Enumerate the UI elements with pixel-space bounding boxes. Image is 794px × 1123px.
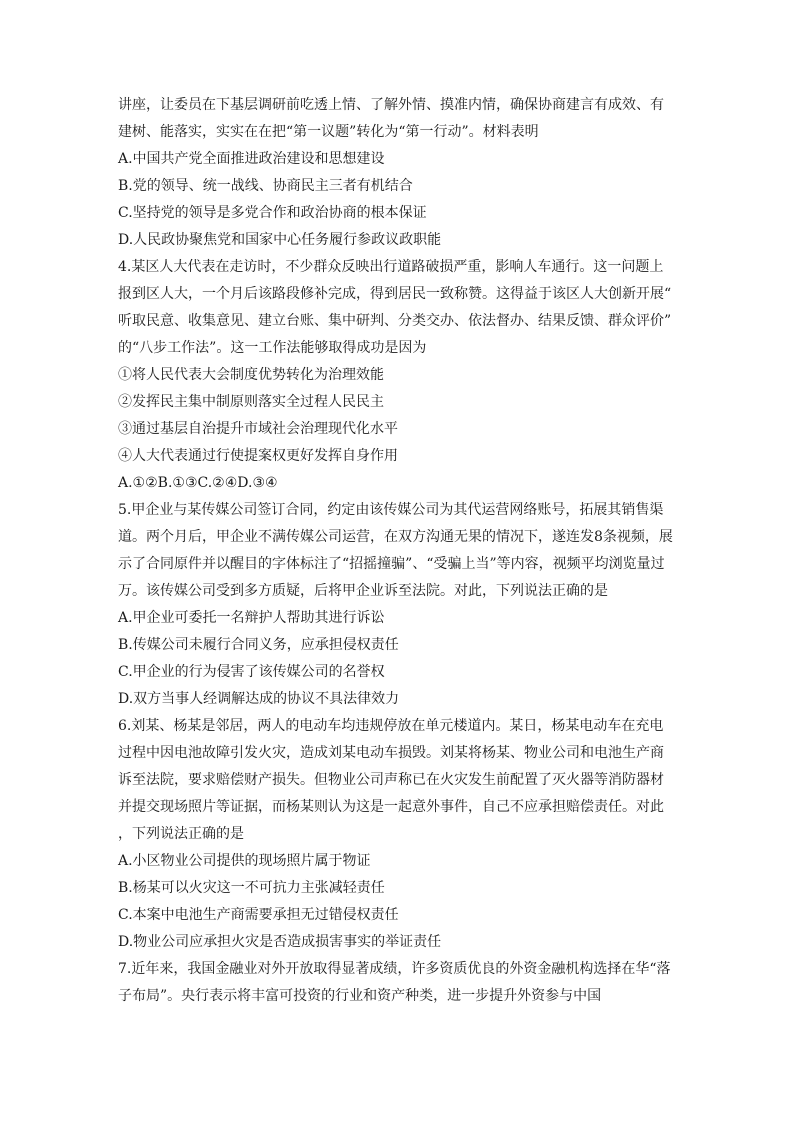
option-line: ②发挥民主集中制原则落实全过程人民民主 xyxy=(118,394,384,410)
option-line: B.杨某可以火灾这一不可抗力主张减轻责任 xyxy=(118,880,385,896)
text-line: 过程中因电池故障引发火灾，造成刘某电动车损毁。刘某将杨某、物业公司和电池生产商 xyxy=(118,745,664,761)
text-line: 诉至法院，要求赔偿财产损失。但物业公司声称已在火灾发生前配置了灭火器等消防器材 xyxy=(118,772,664,788)
text-line: 万。该传媒公司受到多方质疑，后将甲企业诉至法院。对此，下列说法正确的是 xyxy=(118,583,608,599)
text-line: 道。两个月后，甲企业不满传媒公司运营，在双方沟通无果的情况下，遂连发8条视频，展 xyxy=(118,529,673,545)
text-line: 示了合同原件并以醒目的字体标注了“招摇撞骗”、“受骗上当”等内容，视频平均浏览量过 xyxy=(118,556,665,572)
text-line: 并提交现场照片等证据，而杨某则认为这是一起意外事件，自己不应承担赔偿责任。对此 xyxy=(118,799,664,815)
option-line: ①将人民代表大会制度优势转化为治理效能 xyxy=(118,367,384,383)
text-line: 子布局”。央行表示将丰富可投资的行业和资产种类，进一步提升外资参与中国 xyxy=(118,988,602,1004)
text-line: 建树、能落实，实实在在把“第一议题”转化为“第一行动”。材料表明 xyxy=(118,124,539,140)
question-line: 4.某区人大代表在走访时，不少群众反映出行道路破损严重，影响人车通行。这一问题上 xyxy=(118,259,664,275)
question-line: 7.近年来，我国金融业对外开放取得显著成绩，许多资质优良的外资金融机构选择在华“落 xyxy=(118,961,671,977)
option-line: ④人大代表通过行使提案权更好发挥自身作用 xyxy=(118,448,398,464)
option-line: A.甲企业可委托一名辩护人帮助其进行诉讼 xyxy=(118,610,385,626)
document-page xyxy=(118,92,678,1010)
option-line: A.小区物业公司提供的现场照片属于物证 xyxy=(118,853,371,869)
option-line: A.①②B.①③C.②④D.③④ xyxy=(118,475,278,491)
text-line: ，下列说法正确的是 xyxy=(118,826,244,842)
option-line: C.坚持党的领导是多党合作和政治协商的根本保证 xyxy=(118,205,427,221)
option-line: A.中国共产党全面推进政治建设和思想建设 xyxy=(118,151,385,167)
option-line: D.人民政协聚焦党和国家中心任务履行参政议政职能 xyxy=(118,232,442,248)
question-line: 6.刘某、杨某是邻居，两人的电动车均违规停放在单元楼道内。某日，杨某电动车在充电 xyxy=(118,718,664,734)
option-line: D.双方当事人经调解达成的协议不具法律效力 xyxy=(118,691,400,707)
question-line: 5.甲企业与某传媒公司签订合同，约定由该传媒公司为其代运营网络账号，拓展其销售渠 xyxy=(118,502,664,518)
text-line: 讲座，让委员在下基层调研前吃透上情、了解外情、摸准内情，确保协商建言有成效、有 xyxy=(118,97,664,113)
option-line: C.本案中电池生产商需要承担无过错侵权责任 xyxy=(118,907,399,923)
text-line: 报到区人大，一个月后该路段修补完成，得到居民一致称赞。这得益于该区人大创新开展“ xyxy=(118,286,672,302)
option-line: B.传媒公司未履行合同义务，应承担侵权责任 xyxy=(118,637,399,653)
text-line: 的“八步工作法”。这一工作法能够取得成功是因为 xyxy=(118,340,427,356)
option-line: D.物业公司应承担火灾是否造成损害事实的举证责任 xyxy=(118,934,442,950)
text-line: 听取民意、收集意见、建立台账、集中研判、分类交办、依法督办、结果反馈、群众评价” xyxy=(118,313,672,329)
option-line: C.甲企业的行为侵害了该传媒公司的名誉权 xyxy=(118,664,385,680)
option-line: B.党的领导、统一战线、协商民主三者有机结合 xyxy=(118,178,413,194)
option-line: ③通过基层自治提升市域社会治理现代化水平 xyxy=(118,421,398,437)
